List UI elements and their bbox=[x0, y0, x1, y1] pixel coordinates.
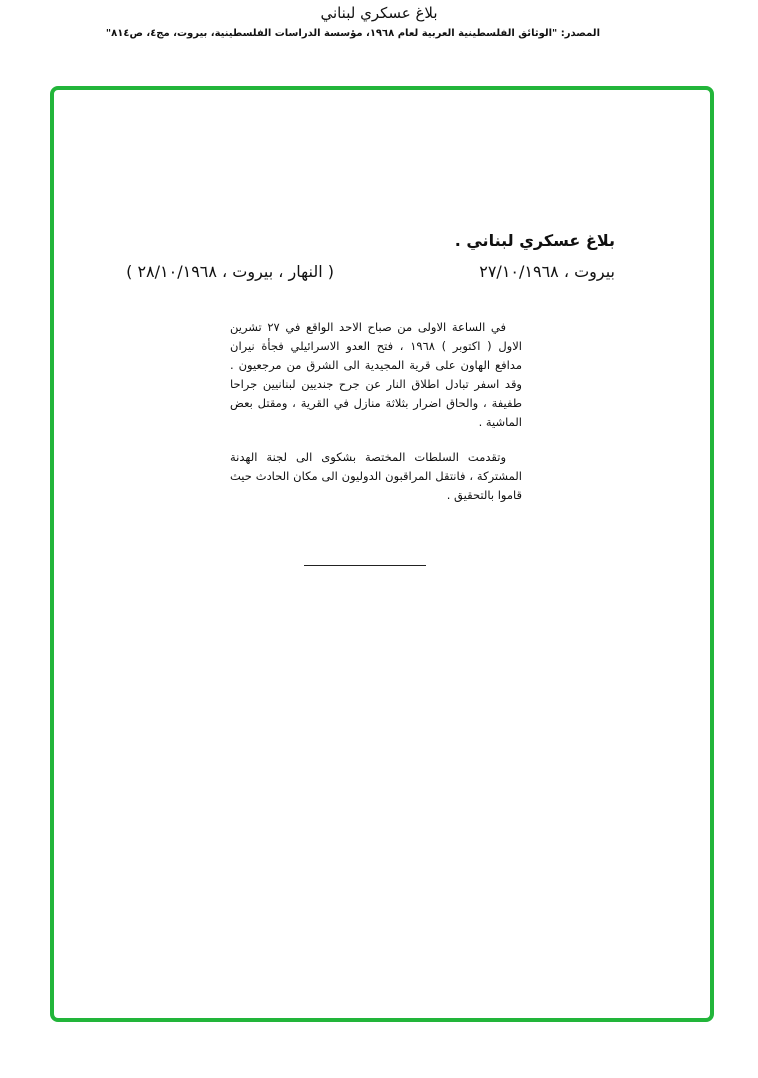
document-source-line: ( النهار ، بيروت ، ٢٨/١٠/١٩٦٨ ) bbox=[126, 262, 334, 281]
body-paragraph-2: وتقدمت السلطات المختصة بشكوى الى لجنة الهدنة المشتركة ، فانتقل المراقبون الدوليون الى مكان الحادث حيث قاموا بالتحقيق . bbox=[230, 450, 522, 502]
end-divider bbox=[304, 565, 426, 566]
document-frame bbox=[50, 86, 714, 1022]
body-paragraph-1: في الساعة الاولى من صباح الاحد الواقع في ٢٧ تشرين الاول ( اكتوبر ) ١٩٦٨ ، فتح العدو الاسرائيلي فجأة نيران مدافع الهاون على قرية المجيدية الى الشرق من مرجعيون . وقد اسفر تبادل اطلاق النار عن جرح جنديين لبنانيين جراحا طفيفة ، والحاق اضرار بثلاثة منازل في القرية ، ومقتل بعض الماشية . bbox=[230, 320, 522, 429]
page-header-title: بلاغ عسكري لبناني bbox=[320, 4, 438, 22]
source-citation: المصدر: "الوثائق الفلسطينية العربية لعام ١٩٦٨، مؤسسة الدراسات الفلسطينية، بيروت، مج٤، ص٨١٤" bbox=[105, 28, 600, 39]
document-dateline: بيروت ، ٢٧/١٠/١٩٦٨ bbox=[479, 262, 615, 281]
document-title: بلاغ عسكري لبناني . bbox=[454, 231, 615, 250]
